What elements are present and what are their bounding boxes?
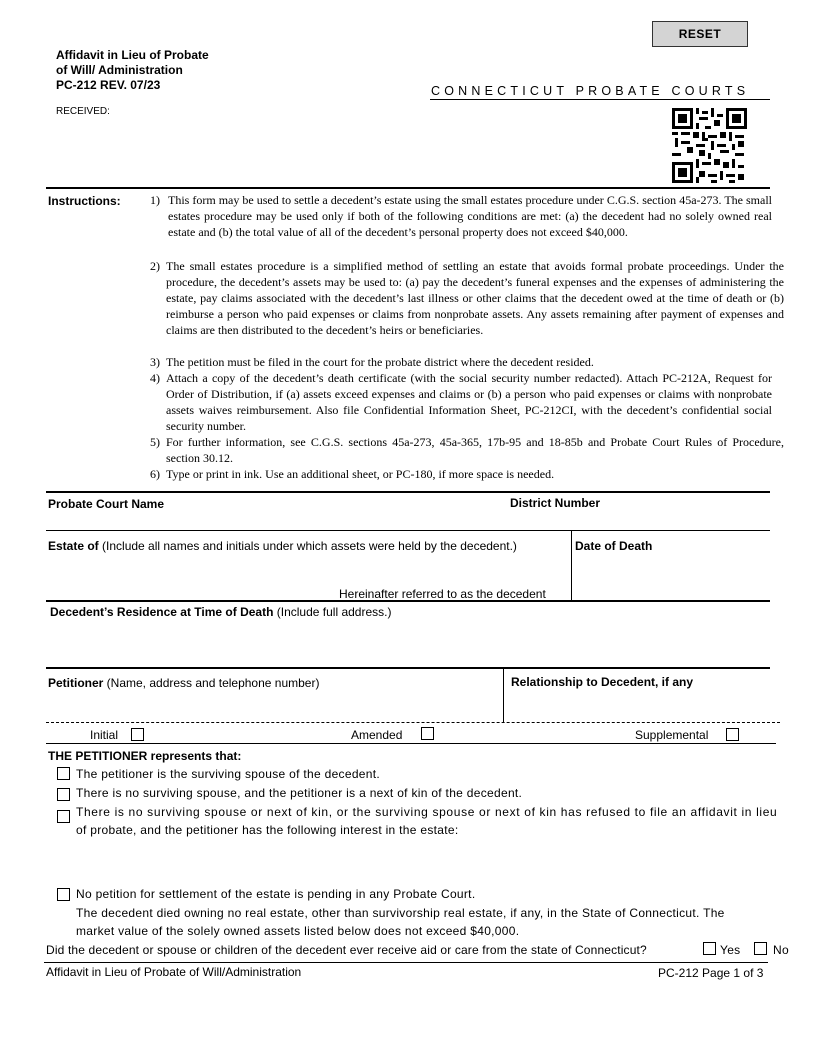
instruction-text: For further information, see C.G.S. sections 45a-273, 45a-365, 17b-95 and 18-85b and Probate Court Rules of Procedure, section 30.12.: [166, 435, 784, 465]
hereinafter-label: Hereinafter referred to as the decedent: [339, 587, 546, 601]
date-of-death-label: Date of Death: [575, 539, 653, 553]
instruction-text: Type or print in ink. Use an additional sheet, or PC-180, if more space is needed.: [166, 467, 555, 481]
district-number-label: District Number: [510, 496, 601, 510]
estate-of-title: Estate of: [48, 539, 99, 553]
state-aid-yes-label: Yes: [720, 943, 741, 957]
footer-form-title: Affidavit in Lieu of Probate of Will/Administration: [46, 965, 302, 979]
top-divider: [46, 187, 770, 189]
other-interest-label-line1: There is no surviving spouse or next of kin, or the surviving spouse or next of kin has refused to file an affidavit in lieu: [76, 805, 778, 819]
instruction-number: 5): [150, 435, 160, 449]
estate-of-label: [48, 539, 517, 553]
instruction-number: 1): [150, 193, 160, 207]
next-of-kin-label: There is no surviving spouse, and the petitioner is a next of kin of the decedent.: [76, 786, 523, 800]
form-title: [56, 48, 209, 93]
received-label: RECEIVED:: [56, 106, 110, 117]
petitioner-label: [48, 676, 319, 690]
real-estate-statement-line2: market value of the solely owned assets listed below does not exceed $40,000.: [76, 924, 520, 938]
instruction-number: 6): [150, 467, 160, 481]
section-divider: [46, 491, 770, 493]
reset-button[interactable]: RESET: [652, 21, 748, 47]
state-aid-no-checkbox[interactable]: [754, 942, 767, 955]
court-name: CONNECTICUT PROBATE COURTS: [431, 84, 750, 98]
estate-column-divider: [571, 531, 572, 600]
other-interest-checkbox[interactable]: [57, 810, 70, 823]
represents-heading: THE PETITIONER represents that:: [48, 749, 242, 763]
header-divider: [430, 99, 770, 100]
surviving-spouse-label: The petitioner is the surviving spouse of the decedent.: [76, 767, 381, 781]
surviving-spouse-checkbox[interactable]: [57, 767, 70, 780]
supplemental-label: Supplemental: [635, 728, 709, 742]
state-aid-question: Did the decedent or spouse or children of the decedent ever receive aid or care from the state of Connecticut?: [46, 943, 647, 957]
footer-divider: [44, 962, 768, 963]
estate-row-divider: [46, 600, 770, 602]
real-estate-statement-line1: The decedent died owning no real estate, other than survivorship real estate, if any, in the State of Connecticut. The: [76, 906, 725, 920]
probate-court-name-label: Probate Court Name: [48, 497, 165, 511]
instruction-text: The small estates procedure is a simplified method of settling an estate that avoids formal probate proceedings. Under the procedure, the decedent’s assets may be used to: (a) pay the decedent’s funeral expenses and the expenses of administering the estate, pay claims associated with the decedent’s last illness or other claims that the decedent owed at the time of death or (b) reimburse a person who paid expenses or claims from nonprobate assets. Any assets remaining after payment of expenses and claims are then distributed to the decedent’s heirs or beneficiaries.: [166, 259, 784, 337]
no-pending-petition-label: No petition for settlement of the estate is pending in any Probate Court.: [76, 887, 476, 901]
form-title-line2: of Will/ Administration: [56, 63, 183, 77]
amended-checkbox[interactable]: [421, 727, 434, 740]
petitioner-note: (Name, address and telephone number): [103, 676, 320, 690]
petitioner-title: Petitioner: [48, 676, 104, 690]
residence-row-divider: [46, 667, 770, 669]
estate-of-note: (Include all names and initials under which assets were held by the decedent.): [98, 539, 517, 553]
initial-checkbox[interactable]: [131, 728, 144, 741]
footer-page-number: PC-212 Page 1 of 3: [658, 966, 764, 980]
relationship-label: Relationship to Decedent, if any: [511, 675, 694, 689]
residence-label: [50, 605, 391, 619]
next-of-kin-checkbox[interactable]: [57, 788, 70, 801]
state-aid-yes-checkbox[interactable]: [703, 942, 716, 955]
instruction-text: Attach a copy of the decedent’s death certificate (with the social security number redacted). Attach PC-212A, Request for Order of Distribution, if (a) assets exceed expenses and claims or (b) a person who paid expenses or claims with nonprobate assets waives reimbursement. Also file Confidential Information Sheet, PC-212CI, with the decedent’s confidential social security number.: [166, 371, 772, 433]
initial-label: Initial: [90, 728, 119, 742]
instruction-text: This form may be used to settle a decedent’s estate using the small estates procedure under C.G.S. section 45a-273. The small estates procedure may be used only if both of the following conditions are met: (a) the decedent had no solely owned real estate and (b) the total value of all of the decedent’s personal property does not exceed $40,000.: [168, 193, 772, 239]
state-aid-no-label: No: [773, 943, 789, 957]
instruction-number: 4): [150, 371, 160, 385]
instruction-number: 3): [150, 355, 160, 369]
other-interest-label-line2: of probate, and the petitioner has the following interest in the estate:: [76, 823, 459, 837]
filing-type-divider: [46, 743, 776, 744]
instruction-text: The petition must be filed in the court for the probate district where the decedent resided.: [166, 355, 594, 369]
court-row-divider: [46, 530, 770, 531]
form-title-line1: Affidavit in Lieu of Probate: [56, 48, 209, 62]
amended-label: Amended: [351, 728, 403, 742]
form-id: PC-212 REV. 07/23: [56, 78, 161, 92]
residence-title: Decedent’s Residence at Time of Death: [50, 605, 274, 619]
instructions-label: Instructions:: [48, 194, 121, 208]
no-pending-petition-checkbox[interactable]: [57, 888, 70, 901]
qr-code-icon: [672, 108, 747, 183]
supplemental-checkbox[interactable]: [726, 728, 739, 741]
residence-note: (Include full address.): [273, 605, 392, 619]
instruction-number: 2): [150, 259, 160, 273]
petitioner-row-divider: [46, 722, 780, 723]
petitioner-column-divider: [503, 668, 504, 722]
